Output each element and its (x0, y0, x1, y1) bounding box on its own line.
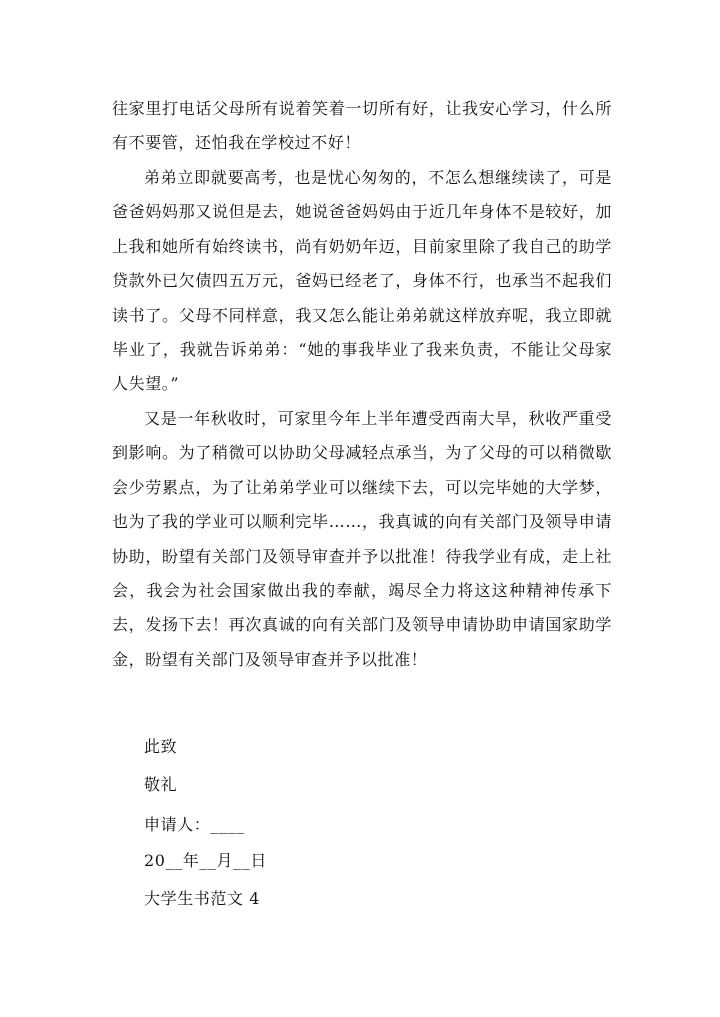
next-section-heading: 大学生书范文 4 (144, 889, 261, 908)
closing-line: 此致 (144, 737, 178, 756)
paragraph-1: 往家里打电话父母所有说着笑着一切所有好，让我安心学习，什么所有不要管，还怕我在学校过不好！ (112, 99, 612, 153)
applicant-line: 申请人：____ (144, 815, 245, 834)
paragraph-2: 弟弟立即就要高考，也是忧心匆匆的，不怎么想继续读了，可是爸爸妈妈那又说但是去，她说爸爸妈妈由于近几年身体不是较好，加上我和她所有始终读书，尚有奶奶年迈，目前家里除了我自己的助学贷款外已欠债四五万元，爸妈已经老了，身体不行，也承当不起我们读书了。父母不同样意，我又怎么能让弟弟就这样放弃呢，我立即就毕业了，我就告诉弟弟：“她的事我毕业了我来负责，不能让父母家人失望。” (112, 168, 612, 394)
paragraph-3: 又是一年秋收时，可家里今年上半年遭受西南大旱，秋收严重受到影响。为了稍微可以协助父母减轻点承当，为了父母的可以稍微歇会少劳累点，为了让弟弟学业可以继续下去，可以完毕她的大学梦，也为了我的学业可以顺利完毕……，我真诚的向有关部门及领导申请协助，盼望有关部门及领导审查并予以批准！待我学业有成，走上社会，我会为社会国家做出我的奉献，竭尽全力将这这种精神传承下去，发扬下去！再次真诚的向有关部门及领导申请协助申请国家助学金，盼望有关部门及领导审查并予以批准！ (112, 409, 612, 669)
date-line: 20__年__月__日 (144, 851, 267, 870)
salutation-line: 敬礼 (144, 775, 178, 794)
